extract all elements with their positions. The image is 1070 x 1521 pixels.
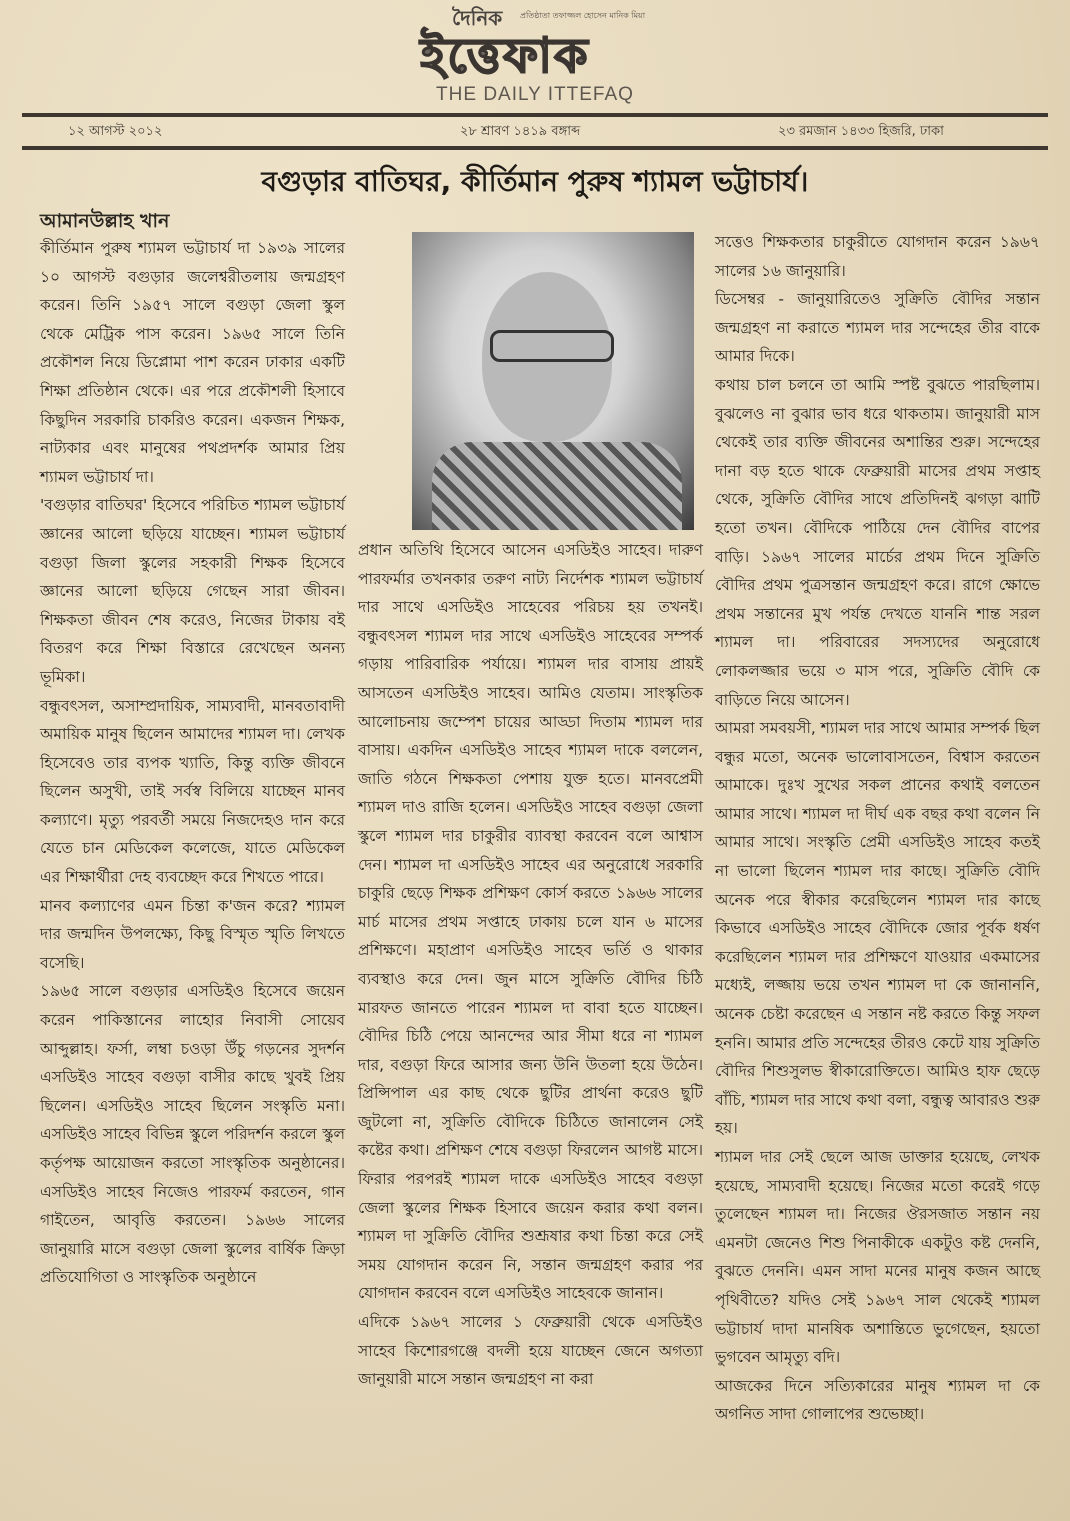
paragraph: প্রধান অতিথি হিসেবে আসেন এসডিইও সাহেব। দারুণ পারফর্মার তখনকার তরুণ নাট্য নির্দেশক শ্যামল ভট্টাচার্য দার সাথে এসডিইও সাহেবের পরিচয় হয় তখনই। বন্ধুবৎসল শ্যামল দার সাথে এসডিইও সাহেবের সম্পর্ক গড়ায় পারিবারিক পর্যায়ে। শ্যামল দার বাসায় প্রায়ই আসতেন এসডিইও সাহেব। আমিও যেতাম। সাংস্কৃতিক আলোচনায় জম্পেশ চায়ের আড্ডা দিতাম শ্যামল দার বাসায়। একদিন এসডিইও সাহেব শ্যামল দাকে বললেন, জাতি গঠনে শিক্ষকতা পেশায় যুক্ত হতে। মানবপ্রেমী শ্যামল দাও রাজি হলেন। এসডিইও সাহেব বগুড়া জেলা স্কুলে শ্যামল দার চাকুরীর ব্যাবস্থা করবেন বলে আশ্বাস দেন। শ্যামল দা এসডিইও সাহেব এর অনুরোধে সরকারি চাকুরি ছেড়ে শিক্ষক প্রশিক্ষণ কোর্স করতে ১৯৬৬ সালের মার্চ মাসের প্রথম সপ্তাহে ঢাকায় চলে যান ৬ মাসের প্রশিক্ষণে। মহাপ্রাণ এসডিইও সাহেব ভর্তি ও থাকার ব্যবস্থাও করে দেন। জুন মাসে সুক্রিতি বৌদির চিঠি মারফত জানতে পারেন শ্যামল দা বাবা হতে যাচ্ছেন।বৌদির চিঠি পেয়ে আনন্দের আর সীমা ধরে না শ্যামল দার, বগুড়া ফিরে আসার জন্য উনি উতলা হয়ে উঠেন। প্রিন্সিপাল এর কাছ থেকে ছুটির প্রার্থনা করেও ছুটি জুটলো না, সুক্রিতি বৌদিকে চিঠিতে জানালেন সেই কষ্টের কথা। প্রশিক্ষণ শেষে বগুড়া ফিরলেন আগষ্ট মাসে। ফিরার পরপরই শ্যামল দাকে এসডিইও সাহেব বগুড়া জেলা স্কুলের শিক্ষক হিসাবে জয়েন করার কথা বলন। শ্যামল দা সুক্রিতি বৌদির শুশ্রূষার কথা চিন্তা করে সেই সময় যোগদান করেন নি, সন্তান জন্মগ্রহণ করার পর যোগদান করবেন বলে এসডিইও সাহেবকে জানান। — [358, 541, 703, 1303]
paragraph: বন্ধুবৎসল, অসাম্প্রদায়িক, সাম্যবাদী, মানবতাবাদী অমায়িক মানুষ ছিলেন আমাদের শ্যামল দা। লেখক হিসেবেও তার ব্যপক খ্যাতি, কিন্তু ব্যক্তি জীবনে ছিলেন অসুখী, তাই সর্বস্ব বিলিয়ে যাচ্ছেন মানব কল্যাণে। মৃত্যু পরবর্তী সময়ে নিজদেহও দান করে যেতে চান মেডিকেল কলেজে, যাতে মেডিকেল এর শিক্ষার্থীরা দেহ ব্যবচ্ছেদ করে শিখতে পারে। — [40, 696, 345, 887]
paragraph: 'বগুড়ার বাতিঘর' হিসেবে পরিচিত শ্যামল ভট্টাচার্য জ্ঞানের আলো ছড়িয়ে যাচ্ছেন। শ্যামল ভট্টাচার্য বগুড়া জিলা স্কুলের সহকারী শিক্ষক হিসেবে জ্ঞানের আলো ছড়িয়ে গেছেন সারা জীবন। শিক্ষকতা জীবন শেষ করেও, নিজের টাকায় বই বিতরণ করে শিক্ষা বিস্তারে রেখেছেন অনন্য ভূমিকা। — [40, 496, 345, 686]
byline: আমানউল্লাহ খান — [40, 210, 170, 232]
date-hijri: ২৩ রমজান ১৪৩৩ হিজরি, ঢাকা — [778, 124, 944, 139]
dateline — [0, 122, 1070, 144]
paragraph: সত্তেও শিক্ষকতার চাকুরীতে যোগদান করেন ১৯৬৭ সালের ১৬ জানুয়ারি। — [715, 233, 1040, 280]
paragraph: ডিসেম্বর - জানুয়ারিতেও সুক্রিতি বৌদির সন্তান জন্মগ্রহণ না করাতে শ্যামল দার সন্দেহের তীর বাকে আমার দিকে। — [715, 290, 1040, 366]
headline: বগুড়ার বাতিঘর, কীর্তিমান পুরুষ শ্যামল ভট্টাচার্য। — [261, 165, 809, 198]
bottom-rule — [22, 146, 1048, 150]
paragraph: শ্যামল দার সেই ছেলে আজ ডাক্তার হয়েছে, লেখক হয়েছে, সাম্যবাদী হয়েছে। নিজের মতো করেই গড়ে তুলেছেন শ্যামল দা। নিজের ঔরসজাত সন্তান নয় এমনটা জেনেও শিশু পিনাকীকে একটুও কষ্ট দেননি, বুঝতে দেননি। এমন সাদা মনের মানুষ কজন আছে পৃথিবীতে? যদিও সেই ১৯৬৭ সাল থেকেই শ্যামল ভট্টাচার্য দাদা মানষিক অশান্তিতে ভুগেছেন, হয়তো ভুগবেন আমৃত্যু বদি। — [715, 1148, 1040, 1367]
paragraph: কথায় চাল চলনে তা আমি স্পষ্ট বুঝতে পারছিলাম। বুঝলেও না বুঝার ভাব ধরে থাকতাম। জানুয়ারী মাস থেকেই তার ব্যক্তি জীবনের অশান্তির শুরু। সন্দেহের দানা বড় হতে থাকে ফেব্রুয়ারী মাসের প্রথম সপ্তাহ থেকে, সুক্রিতি বৌদির সাথে প্রতিদিনই ঝগড়া ঝাটি হতো তখন। বৌদিকে পাঠিয়ে দেন বৌদির বাপের বাড়ি। ১৯৬৭ সালের মার্চের প্রথম দিনে সুক্রিতি বৌদির প্রথম পুত্রসন্তান জন্মগ্রহণ করে। রাগে ক্ষোভে প্রথম সন্তানের মুখ পর্যন্ত দেখতে যাননি শান্ত সরল শ্যামল দা। পরিবারের সদস্যদের অনুরোধে লোকলজ্জার ভয়ে ৩ মাস পরে, সুক্রিতি বৌদি কে বাড়িতে নিয়ে আসেন। — [715, 375, 1040, 709]
column-right — [715, 228, 1040, 1429]
date-gregorian: ১২ আগস্ট ২০১২ — [68, 124, 163, 139]
masthead-dainik: দৈনিক — [452, 6, 503, 30]
paragraph: আমরা সমবয়সী, শ্যামল দার সাথে আমার সম্পর্ক ছিল বন্ধুর মতো, অনেক ভালোবাসতেন, বিশ্বাস করতেন আমাকে। দুঃখ সুখের সকল প্রানের কথাই বলতেন আমার সাথে। শ্যামল দা দীর্ঘ এক বছর কথা বলেন নি আমার সাথে। সংস্কৃতি প্রেমী এসডিইও সাহেব কতই না ভালো ছিলেন শ্যামল দার কাছে। সুক্রিতি বৌদি অনেক পরে স্বীকার করেছিলেন শ্যামল দার কাছে কিভাবে এসডিইও সাহেব বৌদিকে জোর পূর্বক ধর্ষণ করেছিলেন শ্যামল দার প্রশিক্ষণে যাওয়ার একমাসের মধ্যেই, লজ্জায় ভয়ে তখন শ্যামল দা কে জানাননি, অনেক চেষ্টা করেছেন এ সন্তান নষ্ট করতে কিন্তু সফল হননি। আমার প্রতি সন্দেহের তীরও কেটে যায় সুক্রিতি বৌদির শিশুসুলভ স্বীকারোক্তিতে। আমিও হাফ ছেড়ে বাঁচি, শ্যামল দার সাথে কথা বলা, বন্ধুত্ব আবারও শুরু হয়। — [715, 719, 1041, 1138]
photo-glasses — [490, 330, 614, 362]
masthead — [0, 0, 1070, 110]
newspaper-logo: ইত্তেফাক — [420, 28, 590, 84]
masthead-tagline: প্রতিষ্ঠাতা তফাজ্জল হোসেন মানিক মিয়া — [520, 11, 646, 20]
portrait-photo — [412, 232, 694, 530]
date-bangla: ২৮ শ্রাবণ ১৪১৯ বঙ্গাব্দ — [460, 124, 581, 139]
paragraph: এদিকে ১৯৬৭ সালের ১ ফেব্রুয়ারী থেকে এসডিইও সাহেব কিশোরগঞ্জে বদলী হয়ে যাচ্ছেন জেনে অগত্যা জানুয়ারী মাসে সন্তান জন্মগ্রহণ না করা — [358, 1313, 703, 1389]
english-name: THE DAILY ITTEFAQ — [436, 84, 634, 105]
column-middle — [358, 536, 703, 1394]
top-rule — [22, 113, 1048, 117]
paragraph: কীর্তিমান পুরুষ শ্যামল ভট্টাচার্য দা ১৯৩৯ সালের ১০ আগস্ট বগুড়ার জলেশ্বরীতলায় জন্মগ্রহণ করেন। তিনি ১৯৫৭ সালে বগুড়া জেলা স্কুল থেকে মেট্রিক পাস করেন। ১৯৬৫ সালে তিনি প্রকৌশল নিয়ে ডিপ্লোমা পাশ করেন ঢাকার একটি শিক্ষা প্রতিষ্ঠান থেকে। এর পরে প্রকৌশলী হিসাবে কিছুদিন সরকারি চাকরিও করেন। একজন শিক্ষক, নাট্যকার এবং মানুষের পথপ্রদর্শক আমার প্রিয় শ্যামল ভট্টাচার্য দা। — [40, 239, 345, 486]
paragraph: মানব কল্যাণের এমন চিন্তা ক'জন করে? শ্যামল দার জন্মদিন উপলক্ষ্যে, কিছু বিস্মৃত স্মৃতি লিখতে বসেছি। — [40, 896, 345, 972]
paragraph: ১৯৬৫ সালে বগুড়ার এসডিইও হিসেবে জয়েন করেন পাকিস্তানের লাহোর নিবাসী সোয়েব আব্দুল্লাহ। ফর্সা, লম্বা চওড়া উঁচু গড়নের সুদর্শন এসডিইও সাহেব বগুড়া বাসীর কাছে খুবই প্রিয় ছিলেন। এসডিইও সাহেব ছিলেন সংস্কৃতি মনা। এসডিইও সাহেব বিভিন্ন স্কুলে পরিদর্শন করলে স্কুল কর্তৃপক্ষ আয়োজন করতো সাংস্কৃতিক অনুষ্ঠানের। এসডিইও সাহেব নিজেও পারফর্ম করতেন, গান গাইতেন, আবৃত্তি করতেন। ১৯৬৬ সালের জানুয়ারি মাসে বগুড়া জেলা স্কুলের বার্ষিক ক্রিড়া প্রতিযোগিতা ও সাংস্কৃতিক অনুষ্ঠানে — [40, 982, 345, 1287]
photo-shirt — [432, 442, 682, 530]
paragraph: আজকের দিনে সত্যিকারের মানুষ শ্যামল দা কে অগনিত সাদা গোলাপের শুভেচ্ছা। — [715, 1376, 1040, 1424]
column-left — [40, 208, 345, 1292]
